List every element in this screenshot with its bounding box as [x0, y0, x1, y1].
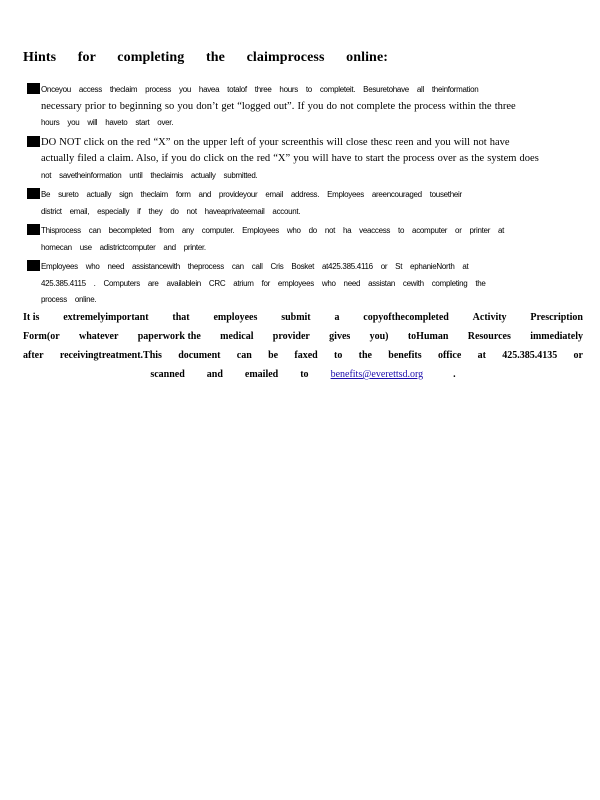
note-word: or — [573, 350, 583, 361]
note-word: scanned — [150, 369, 185, 380]
note-word: Resources — [467, 331, 511, 342]
hint-line: Be sureto actually sign theclaim form and provideyour email address. Employees areencouraged tousetheir — [41, 190, 462, 199]
hint-line: DO NOT click on the red “X” on the upper left of your screenthis will close thesc reen and you will not have — [41, 136, 510, 148]
note-line-2 — [23, 327, 583, 346]
note-period: . — [453, 369, 456, 380]
hints-list — [27, 82, 582, 312]
note-word: Activity — [472, 312, 507, 323]
note-line-4 — [23, 365, 583, 384]
note-word: 425.385.4135 — [502, 350, 558, 361]
bullet-marker — [27, 224, 40, 235]
note-word: the — [358, 350, 372, 361]
note-word: extremelyimportant — [63, 312, 149, 323]
note-word: employees — [213, 312, 258, 323]
note-word: copyofthecompleted — [363, 312, 449, 323]
hint-line: homecan use adistrictcomputer and printer. — [41, 242, 206, 252]
hint-line: hours you will haveto start over. — [41, 118, 174, 127]
note-word: to — [300, 369, 309, 380]
note-word: Form(or — [23, 331, 60, 342]
note-word: submit — [281, 312, 311, 323]
note-word: It is — [23, 312, 40, 323]
hint-item — [27, 82, 582, 132]
note-word: office — [437, 350, 462, 361]
note-word: receivingtreatment.This — [59, 350, 162, 361]
note-word: that — [172, 312, 190, 323]
hint-line: Thisprocess can becompleted from any computer. Employees who do not ha veaccess to acomputer or printer at — [41, 226, 505, 235]
note-word: Prescription — [530, 312, 583, 323]
note-word: provider — [272, 331, 310, 342]
note-word: can — [236, 350, 252, 361]
hint-item — [27, 223, 582, 256]
bullet-marker — [27, 188, 40, 199]
bullet-marker — [27, 136, 40, 147]
hint-item — [27, 187, 582, 220]
note-word: you) — [369, 331, 389, 342]
hint-line: not savetheinformation until theclaimis actually submitted. — [41, 170, 258, 180]
note-word: immediately — [530, 331, 583, 342]
hint-item — [27, 135, 582, 185]
bullet-marker — [27, 260, 40, 271]
note-word: medical — [220, 331, 254, 342]
note-word: paperwork the — [137, 331, 201, 342]
important-note — [23, 308, 583, 384]
note-word: gives — [329, 331, 351, 342]
note-word: whatever — [78, 331, 119, 342]
note-word: after — [23, 350, 44, 361]
note-word: and — [206, 369, 223, 380]
email-wrapper — [331, 365, 456, 384]
note-line-3 — [23, 346, 583, 365]
note-word: document — [178, 350, 221, 361]
hint-line: Employees who need assistancewith theprocess can call Cris Bosket at425.385.4116 or St ephanieNorth at — [41, 262, 469, 271]
benefits-email-link[interactable]: benefits@everettsd.org — [330, 369, 424, 380]
page-title: Hints for completing the claimprocess online: — [23, 50, 389, 65]
hint-line: process online. — [41, 295, 97, 304]
hint-line: Onceyou access theclaim process you havea totalof three hours to completeit. Besuretohave all theinformation — [41, 85, 479, 94]
note-word: at — [477, 350, 486, 361]
note-word: toHuman — [407, 331, 449, 342]
note-line-1 — [23, 308, 583, 327]
note-word: a — [334, 312, 340, 323]
note-word: benefits — [388, 350, 422, 361]
note-word: to — [334, 350, 343, 361]
note-word: emailed — [244, 369, 279, 380]
note-word: faxed — [294, 350, 318, 361]
hint-line: district email, especially if they do not haveaprivateemail account. — [41, 206, 301, 216]
bullet-marker — [27, 83, 40, 94]
note-word: be — [268, 350, 279, 361]
hint-line: necessary prior to beginning so you don’t get “logged out”. If you do not complete the process within the three — [41, 100, 516, 112]
hint-item — [27, 259, 582, 309]
hint-line: actually filed a claim. Also, if you do click on the red “X” you will have to start the process over as the system does — [41, 153, 539, 164]
hint-line: 425.385.4115 . Computers are availablein CRC atrium for employees who need assistan cewith completing the — [41, 278, 486, 288]
